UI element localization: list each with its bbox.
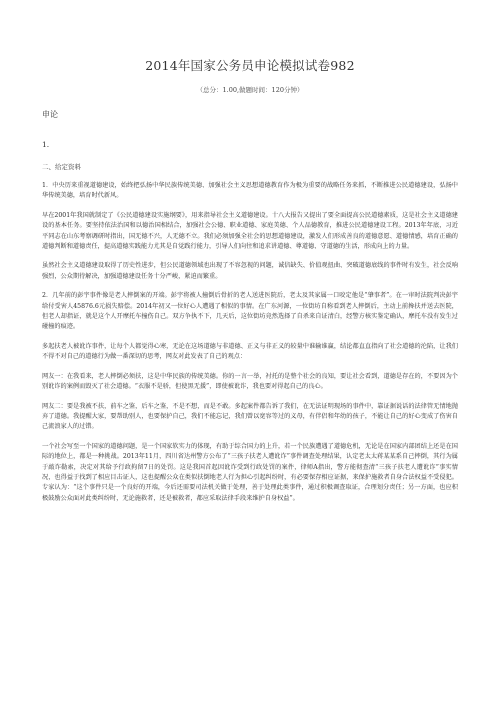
- paragraph-2: 早在2001年我国就制定了《公民道德建设实施纲要》，用来指导社会主义道德建设。十八大报告又提出了要全面提高公民道德素质，这是社会主义道德建设的基本任务。要坚持依法治国和以德治国相结合，加强社会公德、职业道德、家庭美德、个人品德教育，推进公民道德建设工程。2013年年底，习近平同志在山东考察调研时指出，国无德不兴，人无德不立。我们必须加强全社会的思想道德建设，激发人们形成善良的道德意愿、道德情感，培育正确的道德判断和道德责任，提高道德实践能力尤其是自觉践行能力，引导人们向往和追求讲道德、尊道德、守道德的生活，形成向上的力量。: [42, 211, 458, 251]
- material-heading: 二、给定资料: [42, 163, 81, 171]
- paragraph-5: 多起扶老人被讹诈事件，让每个人都觉得心寒，无论在这场道德与非道德、正义与非正义的较量中谁输谁赢，结论都直直指向了社会道德的沦陷，让我们不得不对自己的道德行为做一番深切的思考，网友对此发表了自己的观点：: [42, 342, 458, 361]
- paragraph-1: 1．中央历来重视道德建设，始终把弘扬中华民族传统美德、加强社会主义思想道德教育作为极为重要的战略任务来抓，不断推进公民道德建设，弘扬中华传统美德，培育时代新风。: [42, 182, 458, 200]
- exam-meta: （总分：1.00,做题时间：120分钟）: [196, 86, 304, 94]
- section-heading: 申论: [42, 110, 58, 119]
- paragraph-4: 2．几年前的彭宇事件像是老人摔倒案的开端。彭宇将被人撞倒后骨折的老人送进医院后，老太及其家属一口咬定他是“肇事者”。在一审时法院判决彭宇给付受害人45876.6元损失赔偿。2014年初又一位好心人遭遇了相似的事情。在广东河源，一位街坊自称看到老人摔倒后，主动上前搀扶并送去医院，但老人却指证，就是这个人开摩托车撞伤自己。双方争执不下，几天后，这位街坊竟然选择了自杀来自证清白，经警方核实鉴定确认，摩托车没有发生过碰撞的痕迹。: [42, 292, 458, 331]
- page-title: 2014年国家公务员申论模拟试卷982: [145, 58, 355, 73]
- question-number: 1.: [42, 140, 50, 149]
- paragraph-6: 网友一：在我看来，老人摔倒必须扶，这是中华民族的传统美德。你的一言一举，衬托的是整个社会的良知，要让社会看到，道德是存在的，不要因为个别讹诈的案例而毁灭了社会道德。“衣服不是骄，但使黑无援”，即使被讹诈，我也要对得起自己的良心。: [42, 372, 458, 391]
- paragraph-3: 虽然社会主义道德建设取得了历史性进步，但公民道德领域也出现了不容忽视的问题，诚信缺失、价值观扭曲、突破道德底线的事件时有发生，社会反响强烈，公众期待解决，加强道德建设任务十分严峻，紧迫而繁重。: [42, 262, 458, 280]
- paragraph-8: 一个社会写至一个国家的道德问题，是一个国家软实力的体现，有助于综合国力的上升，若一个民族遭遇了道德危机，无论是在国家内部团结上还是在国际的地位上，都是一种挑战。2013年11月，四川省达州警方公布了“三孩子扶老人遭讹诈”事件调查处理结果，认定老太太蒋某某系自己摔倒，其行为属于敲诈勒索，决定对其给予行政拘留7日的处罚。这是我国首起因讹诈受到行政处罚的案件，律师A指出，警方能彻查清“三孩子扶老人遭讹诈”事实情况，也得益于找到了相应目击证人，这也提醒公众在类似扶倒地老人行为担心引起纠纷时，有必要保存相应证据，来保护施救者自身合法权益不受侵犯。专家认为：“这个事件只是一个良好的开端，今后还需要司法机关做于处理，善于处理此类事件，通过积极调查取证，合理划分责任；另一方面，也应积极鼓励公众面对此类纠纷时，无论施救者，还是被救者，都应采取法律手段来维护自身权益”。: [42, 442, 458, 502]
- paragraph-7: 网友二：要是我被不扶，前车之鉴，后车之鉴，不是不想，而是不敢。多起案件都告诉了我们，在无法证明现场的事件中，靠证据说话的法律管无情地抛弃了道德。我提醒大家，要帮助别人，也要保护自己，我们不能忘记，我们曾以宽容等过的义母，有伴侣和年幼的孩子，不能让自己的好心变成了伤害自己流浪家人的过错。: [42, 402, 458, 431]
